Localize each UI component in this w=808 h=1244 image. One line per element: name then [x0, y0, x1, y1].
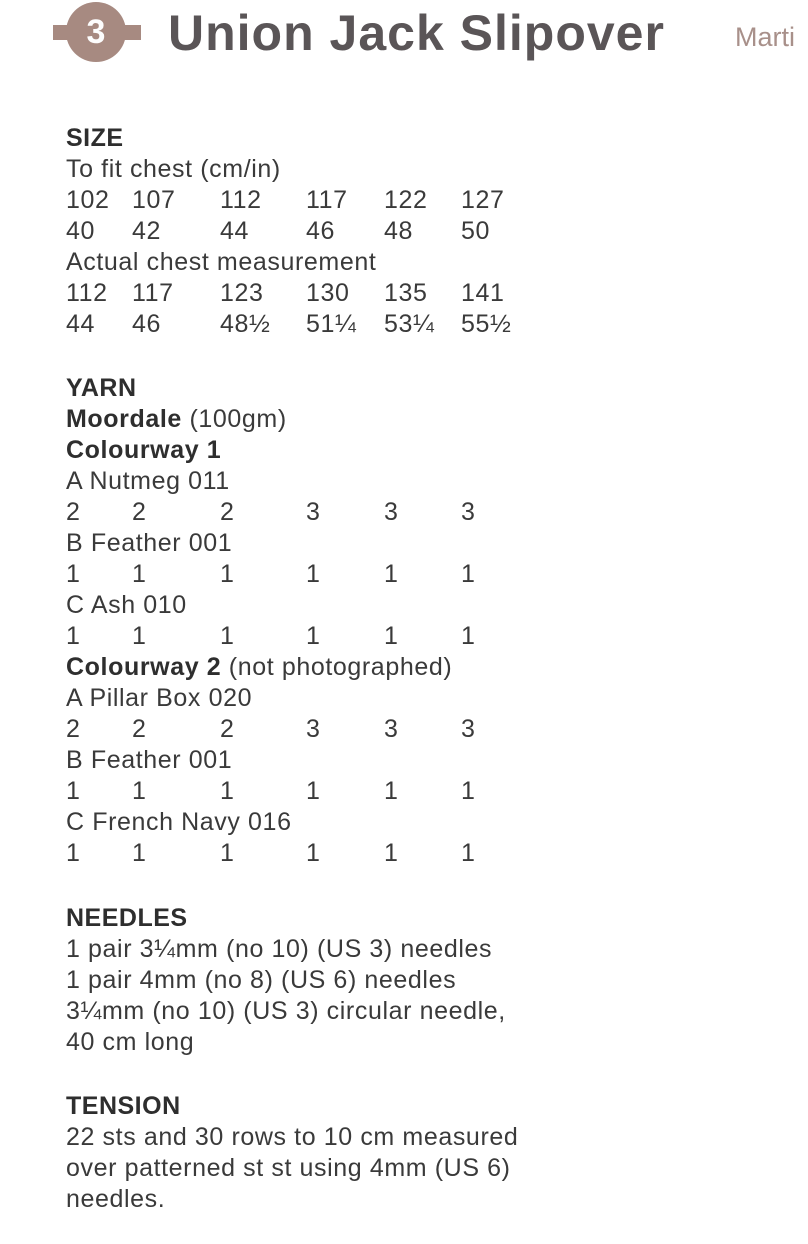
quantity-value: 1: [306, 560, 321, 588]
quantity-value: 3: [461, 715, 476, 743]
quantity-value: 1: [461, 560, 476, 588]
size-value: 107: [132, 186, 176, 214]
shade-label: A Nutmeg 011: [66, 467, 230, 495]
quantity-value: 2: [132, 498, 147, 526]
size-value: 50: [461, 217, 491, 245]
to-fit-chest-cm-row: [66, 185, 808, 216]
pattern-number-badge: [53, 2, 141, 64]
yarn-brand-line: [66, 404, 808, 435]
tension-heading: TENSION: [66, 1092, 181, 1120]
size-value: 117: [306, 186, 348, 214]
shade-label: B Feather 001: [66, 529, 233, 557]
quantity-value: 1: [132, 622, 147, 650]
yarn-heading: YARN: [66, 374, 137, 402]
quantity-value: 1: [220, 622, 235, 650]
colourway-note: (not photographed): [221, 653, 453, 681]
quantity-value: 1: [66, 560, 81, 588]
pattern-body: [0, 123, 808, 1215]
size-value: 130: [306, 279, 350, 307]
quantity-value: 1: [66, 777, 81, 805]
size-value: 48½: [220, 310, 271, 338]
size-value: 123: [220, 279, 264, 307]
quantity-value: 1: [220, 839, 235, 867]
size-value: 127: [461, 186, 505, 214]
size-value: 42: [132, 217, 162, 245]
colourway-name: Colourway 1: [66, 436, 222, 464]
shade-label: B Feather 001: [66, 746, 233, 774]
quantity-value: 1: [384, 839, 399, 867]
tension-line: needles.: [66, 1185, 166, 1213]
badge-right-tab: [124, 25, 141, 40]
colourway-2-name-line: [66, 652, 808, 683]
page-title: Union Jack Slipover: [168, 5, 665, 61]
needles-section: [66, 903, 808, 1058]
tension-line: over patterned st st using 4mm (US 6): [66, 1154, 511, 1182]
designer-name: Marti: [735, 22, 795, 52]
yarn-section: [66, 373, 808, 869]
quantity-value: 1: [306, 839, 321, 867]
quantity-value: 2: [132, 715, 147, 743]
quantity-value: 2: [66, 715, 81, 743]
size-value: 44: [220, 217, 250, 245]
needles-line: 1 pair 4mm (no 8) (US 6) needles: [66, 966, 457, 994]
size-value: 46: [306, 217, 336, 245]
quantity-value: 1: [132, 777, 147, 805]
quantity-value: 1: [461, 622, 476, 650]
size-value: 102: [66, 186, 110, 214]
quantity-value: 2: [220, 498, 235, 526]
quantity-value: 1: [220, 560, 235, 588]
needles-heading: NEEDLES: [66, 904, 188, 932]
to-fit-chest-in-row: [66, 216, 808, 247]
size-value: 112: [66, 279, 108, 307]
quantity-value: 3: [306, 498, 321, 526]
size-value: 40: [66, 217, 96, 245]
quantity-value: 1: [384, 560, 399, 588]
size-value: 135: [384, 279, 428, 307]
size-value: 122: [384, 186, 428, 214]
quantity-value: 1: [384, 777, 399, 805]
quantity-value: 1: [66, 839, 81, 867]
shade-label: C French Navy 016: [66, 808, 292, 836]
pattern-number: 3: [86, 12, 106, 51]
badge-circle: [66, 2, 126, 62]
actual-chest-label: Actual chest measurement: [66, 248, 377, 276]
quantity-value: 1: [461, 839, 476, 867]
shade-label: A Pillar Box 020: [66, 684, 253, 712]
needles-line: 40 cm long: [66, 1028, 195, 1056]
shade-quantity-row: [66, 497, 808, 528]
size-value: 51¼: [306, 310, 357, 338]
size-section: [66, 123, 808, 340]
actual-chest-cm-row: [66, 278, 808, 309]
colourway-1-name-line: [66, 435, 808, 466]
tension-section: [66, 1091, 808, 1215]
size-heading: SIZE: [66, 124, 124, 152]
shade-quantity-row: [66, 714, 808, 745]
quantity-value: 1: [384, 622, 399, 650]
yarn-brand: Moordale: [66, 405, 182, 433]
needles-line: 1 pair 3¼mm (no 10) (US 3) needles: [66, 935, 493, 963]
quantity-value: 3: [384, 498, 399, 526]
needles-line: 3¼mm (no 10) (US 3) circular needle,: [66, 997, 506, 1025]
quantity-value: 3: [384, 715, 399, 743]
size-value: 141: [461, 279, 505, 307]
yarn-weight: (100gm): [181, 405, 287, 433]
shade-quantity-row: [66, 838, 808, 869]
tension-line: 22 sts and 30 rows to 10 cm measured: [66, 1123, 519, 1151]
quantity-value: 1: [306, 777, 321, 805]
size-value: 44: [66, 310, 96, 338]
size-value: 55½: [461, 310, 512, 338]
quantity-value: 1: [132, 560, 147, 588]
actual-chest-in-row: [66, 309, 808, 340]
pattern-header: [0, 0, 808, 66]
size-value: 112: [220, 186, 262, 214]
colourway-name: Colourway 2: [66, 653, 222, 681]
quantity-value: 3: [306, 715, 321, 743]
shade-label: C Ash 010: [66, 591, 187, 619]
quantity-value: 1: [132, 839, 147, 867]
quantity-value: 1: [220, 777, 235, 805]
quantity-value: 1: [66, 622, 81, 650]
to-fit-chest-label: To fit chest (cm/in): [66, 155, 281, 183]
shade-quantity-row: [66, 776, 808, 807]
quantity-value: 1: [461, 777, 476, 805]
size-value: 48: [384, 217, 414, 245]
quantity-value: 2: [220, 715, 235, 743]
size-value: 117: [132, 279, 174, 307]
shade-quantity-row: [66, 621, 808, 652]
size-value: 53¼: [384, 310, 435, 338]
quantity-value: 2: [66, 498, 81, 526]
size-value: 46: [132, 310, 162, 338]
shade-quantity-row: [66, 559, 808, 590]
quantity-value: 3: [461, 498, 476, 526]
quantity-value: 1: [306, 622, 321, 650]
